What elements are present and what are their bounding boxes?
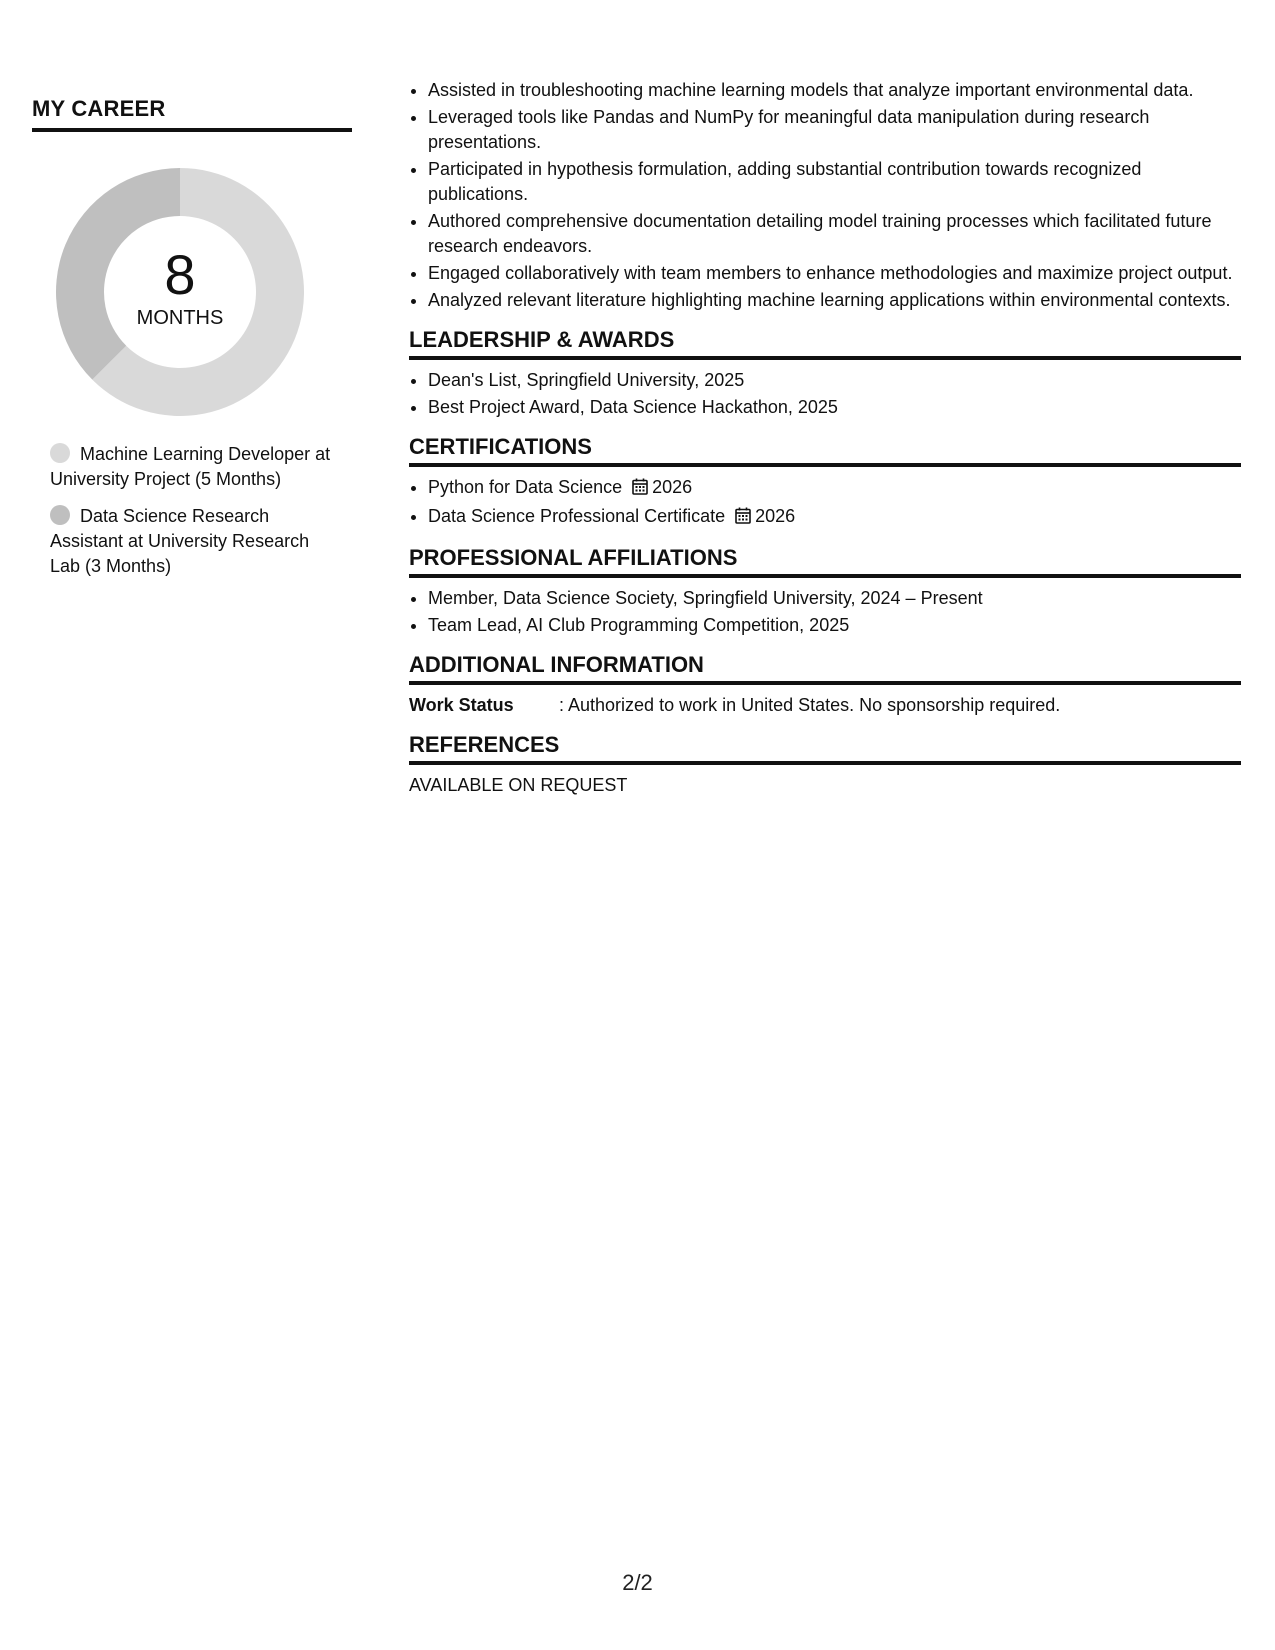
list-item	[428, 504, 1241, 531]
work-status-row	[409, 693, 1241, 718]
references-section	[409, 732, 1241, 798]
section-title: REFERENCES	[409, 732, 1241, 765]
donut-center	[56, 168, 304, 416]
donut-total-unit: MONTHS	[136, 306, 224, 329]
legend-item	[50, 504, 340, 579]
certification-name: Python for Data Science	[428, 477, 623, 497]
career-column	[32, 96, 352, 591]
additional-info-section	[409, 652, 1241, 718]
section-title: PROFESSIONAL AFFILIATIONS	[409, 545, 1241, 578]
legend-dot	[50, 505, 70, 525]
list-item: • Best Project Award, Data Science Hackathon, 2025	[428, 395, 1241, 420]
section-title: CERTIFICATIONS	[409, 434, 1241, 467]
legend-item	[50, 442, 340, 492]
leadership-section	[409, 327, 1241, 420]
list-item: • Team Lead, AI Club Programming Competition, 2025	[428, 613, 1241, 638]
legend-label: Machine Learning Developer at University Project (5 Months)	[50, 444, 331, 489]
work-status-value: : Authorized to work in United States. No sponsorship required.	[559, 695, 1061, 715]
list-item: • Assisted in troubleshooting machine learning models that analyze important environmental data.	[428, 78, 1241, 103]
list-item: • Member, Data Science Society, Springfield University, 2024 – Present	[428, 586, 1241, 611]
list-item	[428, 475, 1241, 502]
section-title: LEADERSHIP & AWARDS	[409, 327, 1241, 360]
certification-year: 2026	[652, 477, 693, 497]
list-item: • Participated in hypothesis formulation, adding substantial contribution towards recognized publications.	[428, 157, 1241, 207]
certifications-section	[409, 434, 1241, 531]
certification-name: Data Science Professional Certificate	[428, 506, 726, 526]
career-legend	[50, 442, 340, 579]
certifications-list	[409, 475, 1241, 531]
references-text: AVAILABLE ON REQUEST	[409, 775, 628, 795]
list-item: • Authored comprehensive documentation detailing model training processes which facilitated future research endeavors.	[428, 209, 1241, 259]
affiliations-section	[409, 545, 1241, 638]
affiliations-list	[409, 586, 1241, 638]
donut-total-value: 8	[164, 242, 196, 306]
certification-year: 2026	[755, 506, 796, 526]
work-status-label: Work Status	[409, 695, 514, 715]
section-title: ADDITIONAL INFORMATION	[409, 652, 1241, 685]
calendar-icon	[632, 477, 648, 502]
legend-dot	[50, 443, 70, 463]
list-item: • Dean's List, Springfield University, 2025	[428, 368, 1241, 393]
list-item: • Leveraged tools like Pandas and NumPy for meaningful data manipulation during research presentations.	[428, 105, 1241, 155]
career-donut-chart	[56, 168, 304, 416]
legend-label: Data Science Research Assistant at University Research Lab (3 Months)	[50, 506, 310, 576]
list-item: • Engaged collaboratively with team members to enhance methodologies and maximize project output.	[428, 261, 1241, 286]
content-column	[409, 78, 1241, 798]
career-title: MY CAREER	[32, 96, 352, 132]
list-item: • Analyzed relevant literature highlighting machine learning applications within environmental contexts.	[428, 288, 1241, 313]
experience-bullets	[409, 78, 1241, 313]
leadership-list	[409, 368, 1241, 420]
page-number: 2/2	[622, 1570, 653, 1595]
calendar-icon	[735, 506, 751, 531]
